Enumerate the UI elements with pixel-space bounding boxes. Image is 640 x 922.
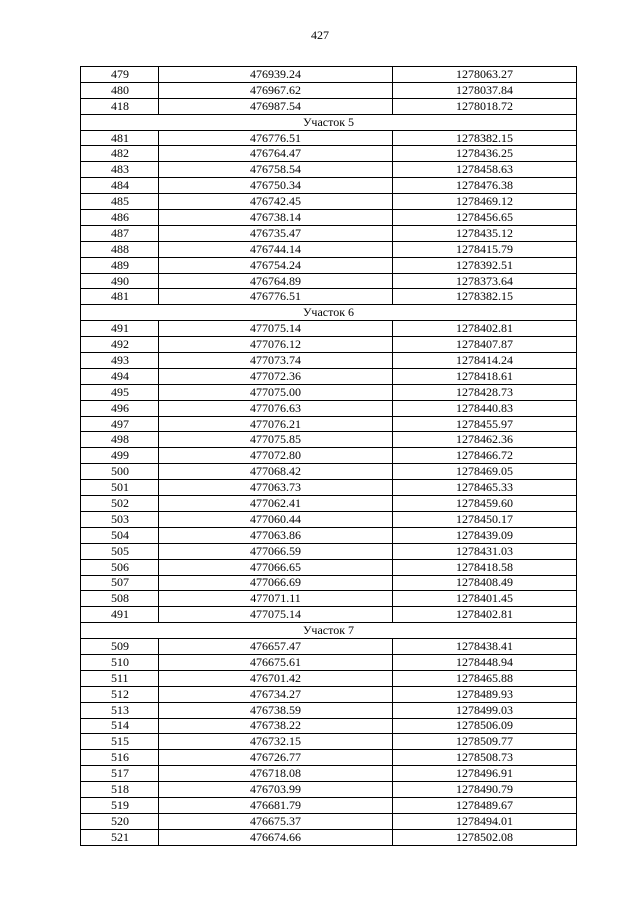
x-coordinate: 477062.41 bbox=[159, 496, 393, 512]
x-coordinate: 476726.77 bbox=[159, 750, 393, 766]
y-coordinate: 1278408.49 bbox=[393, 575, 577, 591]
point-number: 520 bbox=[81, 813, 159, 829]
section-title: Участок 5 bbox=[81, 114, 577, 130]
x-coordinate: 477068.42 bbox=[159, 464, 393, 480]
x-coordinate: 476732.15 bbox=[159, 734, 393, 750]
point-number: 511 bbox=[81, 670, 159, 686]
y-coordinate: 1278018.72 bbox=[393, 98, 577, 114]
y-coordinate: 1278438.41 bbox=[393, 639, 577, 655]
y-coordinate: 1278469.12 bbox=[393, 194, 577, 210]
y-coordinate: 1278509.77 bbox=[393, 734, 577, 750]
x-coordinate: 476674.66 bbox=[159, 829, 393, 845]
table-row bbox=[81, 511, 577, 527]
x-coordinate: 476675.61 bbox=[159, 654, 393, 670]
y-coordinate: 1278469.05 bbox=[393, 464, 577, 480]
y-coordinate: 1278490.79 bbox=[393, 782, 577, 798]
point-number: 480 bbox=[81, 82, 159, 98]
table-row bbox=[81, 797, 577, 813]
table-row bbox=[81, 257, 577, 273]
x-coordinate: 477076.63 bbox=[159, 400, 393, 416]
point-number: 506 bbox=[81, 559, 159, 575]
y-coordinate: 1278448.94 bbox=[393, 654, 577, 670]
x-coordinate: 477075.14 bbox=[159, 321, 393, 337]
table-row bbox=[81, 289, 577, 305]
y-coordinate: 1278401.45 bbox=[393, 591, 577, 607]
x-coordinate: 476939.24 bbox=[159, 67, 393, 83]
table-row bbox=[81, 718, 577, 734]
x-coordinate: 476718.08 bbox=[159, 766, 393, 782]
y-coordinate: 1278489.67 bbox=[393, 797, 577, 813]
point-number: 495 bbox=[81, 384, 159, 400]
y-coordinate: 1278037.84 bbox=[393, 82, 577, 98]
point-number: 500 bbox=[81, 464, 159, 480]
point-number: 498 bbox=[81, 432, 159, 448]
y-coordinate: 1278499.03 bbox=[393, 702, 577, 718]
x-coordinate: 476776.51 bbox=[159, 289, 393, 305]
table-row bbox=[81, 480, 577, 496]
point-number: 487 bbox=[81, 225, 159, 241]
point-number: 499 bbox=[81, 448, 159, 464]
y-coordinate: 1278465.33 bbox=[393, 480, 577, 496]
y-coordinate: 1278407.87 bbox=[393, 337, 577, 353]
x-coordinate: 477066.69 bbox=[159, 575, 393, 591]
x-coordinate: 476776.51 bbox=[159, 130, 393, 146]
x-coordinate: 477072.36 bbox=[159, 368, 393, 384]
table-row bbox=[81, 194, 577, 210]
x-coordinate: 476703.99 bbox=[159, 782, 393, 798]
point-number: 501 bbox=[81, 480, 159, 496]
y-coordinate: 1278508.73 bbox=[393, 750, 577, 766]
x-coordinate: 476754.24 bbox=[159, 257, 393, 273]
coordinates-table bbox=[80, 66, 577, 846]
point-number: 493 bbox=[81, 353, 159, 369]
y-coordinate: 1278439.09 bbox=[393, 527, 577, 543]
y-coordinate: 1278418.61 bbox=[393, 368, 577, 384]
x-coordinate: 476701.42 bbox=[159, 670, 393, 686]
point-number: 515 bbox=[81, 734, 159, 750]
table-row bbox=[81, 734, 577, 750]
x-coordinate: 477071.11 bbox=[159, 591, 393, 607]
point-number: 481 bbox=[81, 130, 159, 146]
y-coordinate: 1278431.03 bbox=[393, 543, 577, 559]
table-row bbox=[81, 543, 577, 559]
point-number: 518 bbox=[81, 782, 159, 798]
y-coordinate: 1278459.60 bbox=[393, 496, 577, 512]
point-number: 492 bbox=[81, 337, 159, 353]
table-row bbox=[81, 67, 577, 83]
table-row bbox=[81, 607, 577, 623]
table-row bbox=[81, 321, 577, 337]
table-row bbox=[81, 337, 577, 353]
point-number: 521 bbox=[81, 829, 159, 845]
y-coordinate: 1278465.88 bbox=[393, 670, 577, 686]
x-coordinate: 477075.00 bbox=[159, 384, 393, 400]
point-number: 497 bbox=[81, 416, 159, 432]
section-title: Участок 7 bbox=[81, 623, 577, 639]
x-coordinate: 476987.54 bbox=[159, 98, 393, 114]
point-number: 513 bbox=[81, 702, 159, 718]
x-coordinate: 476967.62 bbox=[159, 82, 393, 98]
y-coordinate: 1278450.17 bbox=[393, 511, 577, 527]
x-coordinate: 476742.45 bbox=[159, 194, 393, 210]
x-coordinate: 476657.47 bbox=[159, 639, 393, 655]
y-coordinate: 1278455.97 bbox=[393, 416, 577, 432]
point-number: 484 bbox=[81, 178, 159, 194]
page-number: 427 bbox=[311, 28, 329, 42]
y-coordinate: 1278382.15 bbox=[393, 289, 577, 305]
table-row bbox=[81, 384, 577, 400]
point-number: 490 bbox=[81, 273, 159, 289]
point-number: 516 bbox=[81, 750, 159, 766]
table-row bbox=[81, 670, 577, 686]
point-number: 483 bbox=[81, 162, 159, 178]
table-row bbox=[81, 575, 577, 591]
x-coordinate: 476750.34 bbox=[159, 178, 393, 194]
table-row bbox=[81, 686, 577, 702]
table-row bbox=[81, 98, 577, 114]
point-number: 514 bbox=[81, 718, 159, 734]
point-number: 502 bbox=[81, 496, 159, 512]
y-coordinate: 1278462.36 bbox=[393, 432, 577, 448]
point-number: 517 bbox=[81, 766, 159, 782]
y-coordinate: 1278494.01 bbox=[393, 813, 577, 829]
table-row bbox=[81, 146, 577, 162]
x-coordinate: 476738.59 bbox=[159, 702, 393, 718]
x-coordinate: 477063.86 bbox=[159, 527, 393, 543]
table-row bbox=[81, 225, 577, 241]
point-number: 503 bbox=[81, 511, 159, 527]
x-coordinate: 476738.14 bbox=[159, 210, 393, 226]
point-number: 508 bbox=[81, 591, 159, 607]
table-row bbox=[81, 432, 577, 448]
table-row bbox=[81, 273, 577, 289]
point-number: 479 bbox=[81, 67, 159, 83]
table-row bbox=[81, 766, 577, 782]
y-coordinate: 1278496.91 bbox=[393, 766, 577, 782]
table-row bbox=[81, 210, 577, 226]
point-number: 485 bbox=[81, 194, 159, 210]
table-row bbox=[81, 559, 577, 575]
section-row bbox=[81, 623, 577, 639]
table-row bbox=[81, 82, 577, 98]
y-coordinate: 1278418.58 bbox=[393, 559, 577, 575]
x-coordinate: 476744.14 bbox=[159, 241, 393, 257]
y-coordinate: 1278414.24 bbox=[393, 353, 577, 369]
table-row bbox=[81, 591, 577, 607]
x-coordinate: 476758.54 bbox=[159, 162, 393, 178]
y-coordinate: 1278506.09 bbox=[393, 718, 577, 734]
point-number: 505 bbox=[81, 543, 159, 559]
point-number: 512 bbox=[81, 686, 159, 702]
point-number: 491 bbox=[81, 607, 159, 623]
point-number: 504 bbox=[81, 527, 159, 543]
x-coordinate: 476764.47 bbox=[159, 146, 393, 162]
y-coordinate: 1278458.63 bbox=[393, 162, 577, 178]
table-row bbox=[81, 130, 577, 146]
table-row bbox=[81, 464, 577, 480]
y-coordinate: 1278415.79 bbox=[393, 241, 577, 257]
y-coordinate: 1278436.25 bbox=[393, 146, 577, 162]
y-coordinate: 1278489.93 bbox=[393, 686, 577, 702]
x-coordinate: 477063.73 bbox=[159, 480, 393, 496]
point-number: 418 bbox=[81, 98, 159, 114]
point-number: 489 bbox=[81, 257, 159, 273]
x-coordinate: 477072.80 bbox=[159, 448, 393, 464]
table-row bbox=[81, 654, 577, 670]
point-number: 486 bbox=[81, 210, 159, 226]
table-row bbox=[81, 448, 577, 464]
x-coordinate: 477076.21 bbox=[159, 416, 393, 432]
point-number: 494 bbox=[81, 368, 159, 384]
point-number: 496 bbox=[81, 400, 159, 416]
y-coordinate: 1278456.65 bbox=[393, 210, 577, 226]
point-number: 509 bbox=[81, 639, 159, 655]
table-row bbox=[81, 782, 577, 798]
table-row bbox=[81, 353, 577, 369]
point-number: 482 bbox=[81, 146, 159, 162]
x-coordinate: 476681.79 bbox=[159, 797, 393, 813]
y-coordinate: 1278063.27 bbox=[393, 67, 577, 83]
point-number: 519 bbox=[81, 797, 159, 813]
section-row bbox=[81, 114, 577, 130]
section-title: Участок 6 bbox=[81, 305, 577, 321]
point-number: 510 bbox=[81, 654, 159, 670]
y-coordinate: 1278466.72 bbox=[393, 448, 577, 464]
x-coordinate: 477076.12 bbox=[159, 337, 393, 353]
x-coordinate: 477066.59 bbox=[159, 543, 393, 559]
x-coordinate: 477066.65 bbox=[159, 559, 393, 575]
table-row bbox=[81, 813, 577, 829]
table-row bbox=[81, 241, 577, 257]
y-coordinate: 1278502.08 bbox=[393, 829, 577, 845]
point-number: 481 bbox=[81, 289, 159, 305]
x-coordinate: 477060.44 bbox=[159, 511, 393, 527]
y-coordinate: 1278373.64 bbox=[393, 273, 577, 289]
table-row bbox=[81, 400, 577, 416]
x-coordinate: 476675.37 bbox=[159, 813, 393, 829]
y-coordinate: 1278402.81 bbox=[393, 321, 577, 337]
table-row bbox=[81, 416, 577, 432]
y-coordinate: 1278402.81 bbox=[393, 607, 577, 623]
x-coordinate: 476734.27 bbox=[159, 686, 393, 702]
point-number: 488 bbox=[81, 241, 159, 257]
point-number: 491 bbox=[81, 321, 159, 337]
table-row bbox=[81, 829, 577, 845]
table-row bbox=[81, 178, 577, 194]
y-coordinate: 1278382.15 bbox=[393, 130, 577, 146]
y-coordinate: 1278435.12 bbox=[393, 225, 577, 241]
x-coordinate: 476738.22 bbox=[159, 718, 393, 734]
table-row bbox=[81, 527, 577, 543]
y-coordinate: 1278428.73 bbox=[393, 384, 577, 400]
table-row bbox=[81, 639, 577, 655]
y-coordinate: 1278476.38 bbox=[393, 178, 577, 194]
point-number: 507 bbox=[81, 575, 159, 591]
y-coordinate: 1278392.51 bbox=[393, 257, 577, 273]
section-row bbox=[81, 305, 577, 321]
y-coordinate: 1278440.83 bbox=[393, 400, 577, 416]
table-row bbox=[81, 496, 577, 512]
x-coordinate: 477073.74 bbox=[159, 353, 393, 369]
x-coordinate: 476764.89 bbox=[159, 273, 393, 289]
x-coordinate: 477075.85 bbox=[159, 432, 393, 448]
x-coordinate: 476735.47 bbox=[159, 225, 393, 241]
coordinates-table-body bbox=[81, 67, 577, 846]
x-coordinate: 477075.14 bbox=[159, 607, 393, 623]
table-row bbox=[81, 368, 577, 384]
table-row bbox=[81, 702, 577, 718]
table-row bbox=[81, 750, 577, 766]
table-row bbox=[81, 162, 577, 178]
